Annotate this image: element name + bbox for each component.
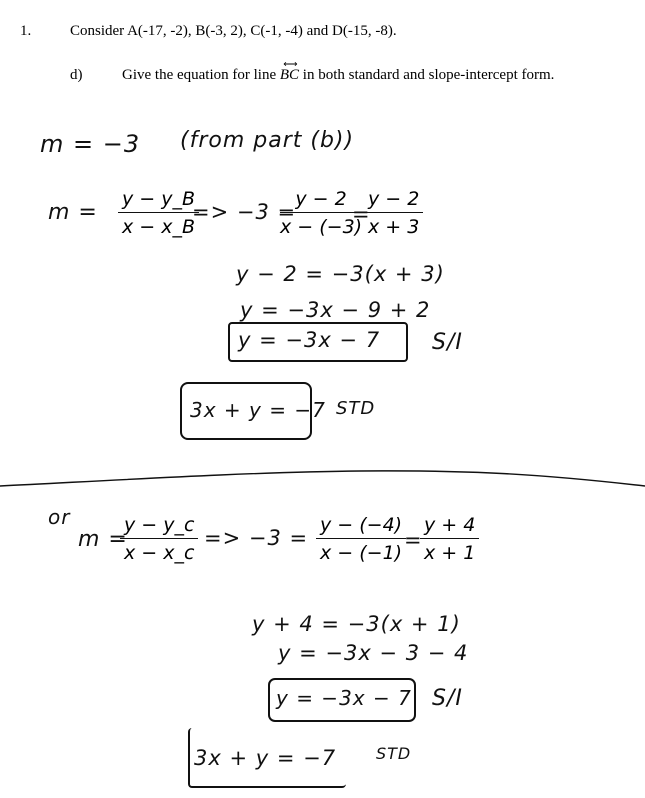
part-text-after: in both standard and slope-intercept form. xyxy=(302,67,555,83)
fraction-denominator: x − (−3) xyxy=(280,216,363,238)
m-label-b: m = xyxy=(48,200,98,225)
standard-form-label-b: STD xyxy=(336,398,376,419)
problem-statement: Consider A(-17, -2), B(-3, 2), C(-1, -4) and D(-15, -8). xyxy=(70,23,397,39)
fraction-numerator: y + 4 xyxy=(420,514,479,539)
slope-formula-b xyxy=(118,188,199,238)
slope-intercept-answer-c: y = −3x − 7 xyxy=(276,686,412,710)
fraction-denominator: x − (−1) xyxy=(320,542,403,564)
standard-form-answer-c: 3x + y = −7 xyxy=(194,746,337,770)
substituted-fraction-b xyxy=(280,188,362,238)
part-prompt xyxy=(122,59,555,84)
slope-formula-c xyxy=(120,514,198,564)
implies-c: => −3 = xyxy=(204,526,309,550)
fraction-denominator: x − x_B xyxy=(122,216,196,238)
fraction-numerator: y − y_c xyxy=(120,514,198,539)
equals-c: = xyxy=(404,528,423,552)
m-label-c: m = xyxy=(78,527,128,552)
double-arrow-icon: ⟷ xyxy=(283,59,296,70)
implies-b: => −3 = xyxy=(192,200,297,224)
line-bc-name: BC xyxy=(279,67,300,83)
substituted-fraction-c xyxy=(316,514,406,564)
fraction-numerator: y − 2 xyxy=(280,188,362,213)
fraction-denominator: x + 1 xyxy=(424,542,476,564)
simplified-fraction-b xyxy=(364,188,423,238)
line-bc-symbol xyxy=(279,59,300,84)
fraction-denominator: x − x_c xyxy=(124,542,195,564)
section-divider xyxy=(0,468,645,498)
point-slope-c: y + 4 = −3(x + 1) xyxy=(252,612,461,636)
standard-form-answer-b: 3x + y = −7 xyxy=(190,398,326,422)
slope-intercept-label-c: S/I xyxy=(432,686,463,711)
problem-number: 1. xyxy=(20,23,32,39)
point-slope-b: y − 2 = −3(x + 3) xyxy=(236,262,445,286)
or-label: or xyxy=(48,505,71,529)
slope-given: m = −3 xyxy=(40,130,141,158)
part-label: d) xyxy=(70,67,83,83)
fraction-numerator: y − (−4) xyxy=(316,514,406,539)
part-text-before: Give the equation for line xyxy=(122,67,277,83)
fraction-denominator: x + 3 xyxy=(368,216,420,238)
fraction-numerator: y − 2 xyxy=(364,188,423,213)
simplified-fraction-c xyxy=(420,514,479,564)
slope-intercept-label-b: S/I xyxy=(432,330,463,355)
expanded-c: y = −3x − 3 − 4 xyxy=(278,641,469,665)
slope-intercept-answer-b: y = −3x − 7 xyxy=(238,328,381,352)
expanded-b: y = −3x − 9 + 2 xyxy=(240,298,431,322)
equals-b: = xyxy=(352,202,371,226)
slope-note: (from part (b)) xyxy=(180,128,355,153)
standard-form-label-c: STD xyxy=(376,744,412,763)
fraction-numerator: y − y_B xyxy=(118,188,199,213)
